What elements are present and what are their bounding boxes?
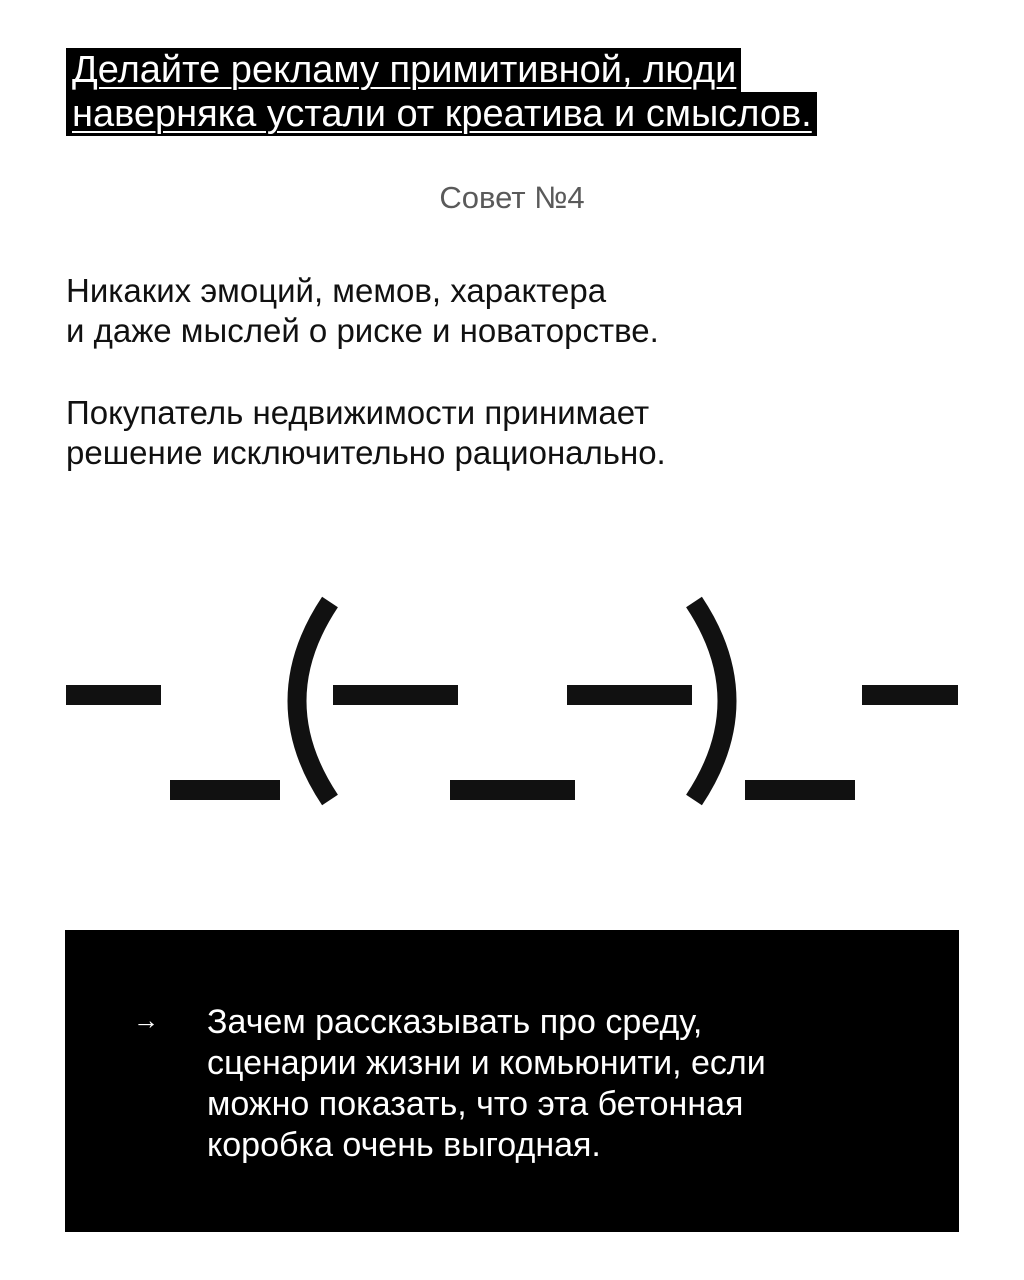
right-parenthesis — [682, 596, 762, 806]
paragraph-line: и даже мыслей о риске и новаторстве. — [66, 312, 659, 349]
arrow-right-icon: → — [133, 1005, 159, 1035]
callout-line: можно показать, что эта бетонная — [207, 1085, 744, 1123]
paragraph-rational-buyer — [66, 393, 946, 473]
paragraph-no-emotions — [66, 271, 946, 351]
headline-line-1: Делайте рекламу примитивной, люди — [66, 48, 741, 92]
paragraph-line: Покупатель недвижимости принимает — [66, 394, 650, 431]
headline-line-2: наверняка устали от креатива и смыслов. — [66, 92, 817, 136]
callout-line: сценарии жизни и комьюнити, если — [207, 1044, 766, 1082]
right-eye-dash — [567, 685, 692, 705]
right-eyebrow-dash — [862, 685, 958, 705]
left-parenthesis — [262, 596, 342, 806]
left-eyebrow-dash — [66, 685, 161, 705]
right-underscore — [745, 780, 855, 800]
callout-line: коробка очень выгодная. — [207, 1126, 601, 1164]
callout-text — [207, 1002, 927, 1166]
emoticon-illustration — [0, 590, 1024, 820]
mouth-underscore — [450, 780, 575, 800]
callout-box — [65, 930, 959, 1232]
tip-label: Совет №4 — [439, 180, 585, 215]
left-eye-dash — [333, 685, 458, 705]
callout-line: Зачем рассказывать про среду, — [207, 1003, 703, 1041]
paragraph-line: Никаких эмоций, мемов, характера — [66, 272, 607, 309]
paragraph-line: решение исключительно рационально. — [66, 434, 666, 471]
headline — [66, 48, 966, 136]
